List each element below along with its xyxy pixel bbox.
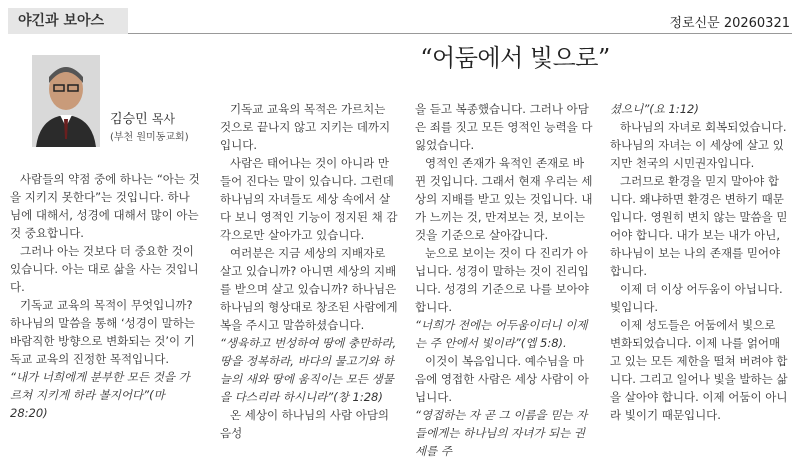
- scripture-quote: “영접하는 자 곧 그 이름을 믿는 자들에게는 하나님의 자녀가 되는 권세를 주: [415, 408, 588, 458]
- author-name: [110, 108, 175, 127]
- scripture-quote: “생육하고 번성하여 땅에 충만하라, 땅을 정복하라, 바다의 물고기와 하늘의 새와 땅에 움직이는 모든 생물을 다스리라 하시니라”(창 1:28): [220, 336, 397, 404]
- paragraph: 이제 성도들은 어둠에서 빛으로 변화되었습니다. 이제 나를 얽어매고 있는 모든 제한을 떨쳐 버려야 합니다. 그리고 일어나 빛을 발하는 삶을 살아야 합니다. 이제 어둠이 아니라 빛이기 때문입니다.: [610, 318, 788, 422]
- column-1: [10, 170, 200, 422]
- column-4: [610, 100, 790, 424]
- scripture-quote: “너희가 전에는 어두움이더니 이제는 주 안에서 빛이라”(엡 5:8).: [415, 318, 588, 350]
- article-title: “어둠에서 빛으로”: [420, 44, 610, 72]
- author-name-text: 김승민: [110, 112, 148, 127]
- author-affiliation: (부천 원미동교회): [110, 132, 189, 143]
- paragraph: 눈으로 보이는 것이 다 진리가 아닙니다. 성경이 말하는 것이 진리입니다. 성경의 기준으로 나를 보아야 합니다.: [415, 246, 589, 314]
- paragraph: 사람은 태어나는 것이 아니라 만들어 진다는 말이 있습니다. 그런데 하나님의 자녀들도 세상 속에서 살다 보니 영적인 기능이 정지된 채 감각으로만 살아가고 있습니다.: [220, 156, 398, 242]
- paragraph: 이것이 복음입니다. 예수님을 마음에 영접한 사람은 세상 사람이 아닙니다.: [415, 354, 589, 404]
- paragraph: 온 세상이 하나님의 사람 아담의 음성: [220, 408, 390, 440]
- paragraph: 하나님의 자녀로 회복되었습니다. 하나님의 자녀는 이 세상에 살고 있지만 천국의 시민권자입니다.: [610, 120, 787, 170]
- paragraph: 기독교 교육의 목적은 가르치는 것으로 끝나지 않고 지키는 데까지입니다.: [220, 102, 391, 152]
- paragraph: 기독교 교육의 목적이 무엇입니까? 하나님의 말씀을 통해 ‘성경이 말하는 바람직한 방향으로 변화되는 것’이 기독교 교육의 진정한 목적입니다.: [10, 298, 195, 366]
- section-tab: 야긴과 보아스: [8, 8, 128, 34]
- paragraph: 사람들의 약점 중에 하나는 “아는 것을 지키지 못한다”는 것입니다. 하나님에 대해서, 성경에 대해서 많이 아는 것 중요합니다.: [10, 172, 200, 240]
- paragraph: 그러나 아는 것보다 더 중요한 것이 있습니다. 아는 대로 삶을 사는 것입니다.: [10, 244, 199, 294]
- scripture-quote: 셨으니”(요 1:12): [610, 102, 699, 116]
- author-role: 목사: [151, 112, 176, 126]
- column-2: [220, 100, 398, 442]
- paragraph: 이제 더 이상 어두움이 아닙니다. 빛입니다.: [610, 282, 783, 314]
- publication-date: 정로신문 20260321: [669, 16, 790, 31]
- header-divider: [128, 33, 792, 34]
- paragraph: 영적인 존재가 육적인 존재로 바뀐 것입니다. 그래서 현재 우리는 세상의 지배를 받고 있는 것입니다. 내가 느끼는 것, 만져보는 것, 보이는 것을 기준으로 살아갑니다.: [415, 156, 593, 242]
- paragraph: 여러분은 지금 세상의 지배자로 살고 있습니까? 아니면 세상의 지배를 받으며 살고 있습니까? 하나님은 하나님의 형상대로 창조된 사람에게 복을 주시고 말씀하셨습니다.: [220, 246, 398, 332]
- paragraph: 그러므로 환경을 믿지 말아야 합니다. 왜냐하면 환경은 변하기 때문입니다. 영원히 변치 않는 말씀을 믿어야 합니다. 내가 보는 내가 아닌, 하나님이 보는 나의 존재를 믿어야 합니다.: [610, 174, 788, 278]
- author-photo: [32, 55, 100, 147]
- column-3: [415, 100, 593, 460]
- scripture-quote: “내가 너희에게 분부한 모든 것을 가르쳐 지키게 하라 볼지어다”(마 28:20): [10, 370, 190, 420]
- paragraph: 을 듣고 복종했습니다. 그러나 아담은 죄를 짓고 모든 영적인 능력을 다 잃었습니다.: [415, 102, 593, 152]
